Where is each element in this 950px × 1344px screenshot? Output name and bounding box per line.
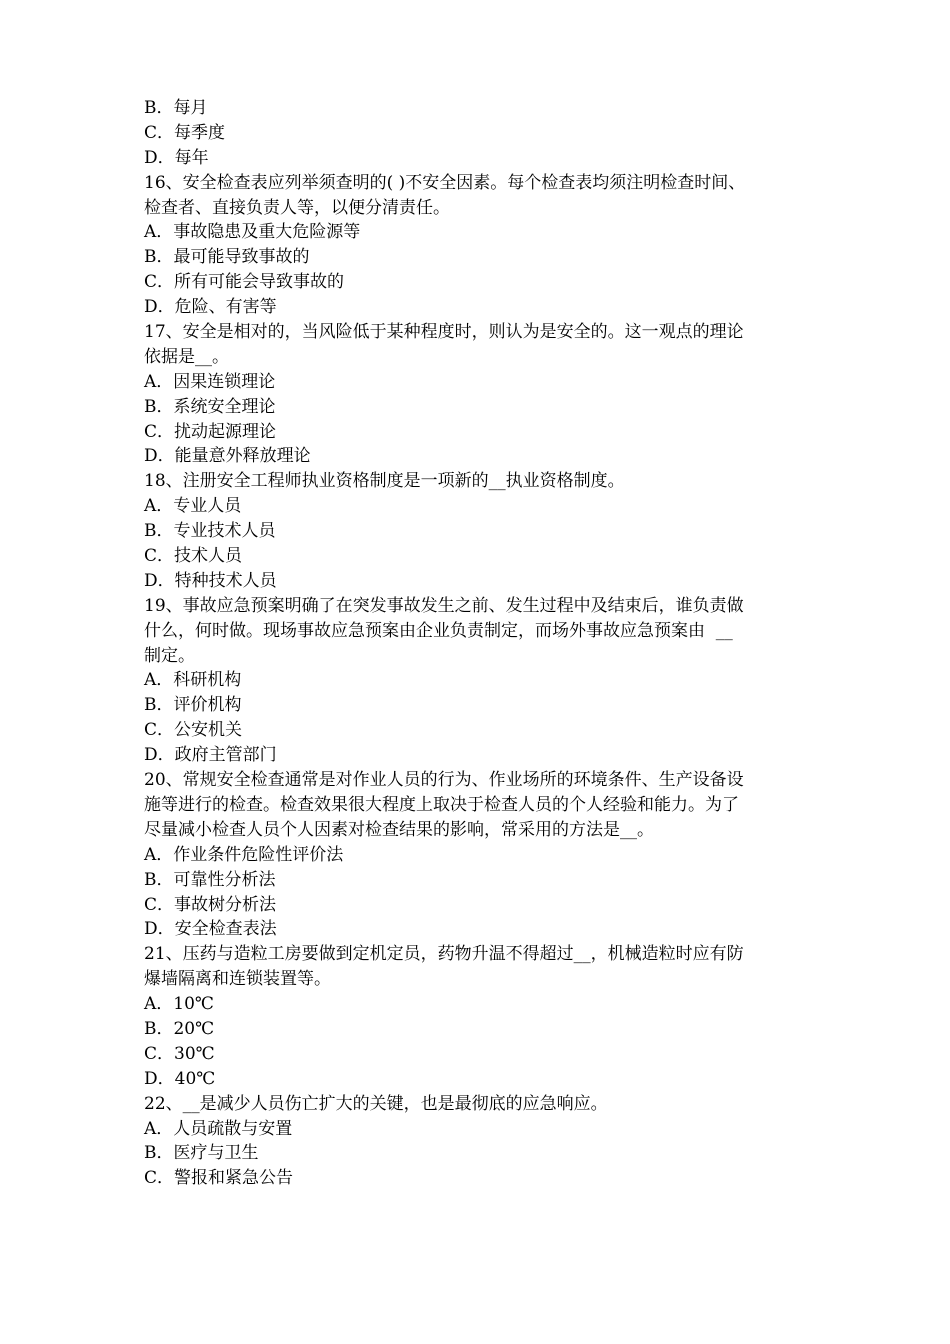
document-page [144, 96, 824, 1191]
option-line: C．30℃ [144, 1043, 215, 1064]
option-line: C．扰动起源理论 [144, 421, 277, 442]
text-line: 尽量减小检查人员个人因素对检查结果的影响，常采用的方法是__。 [144, 819, 654, 840]
option-line: A．科研机构 [144, 670, 242, 691]
option-line: D．政府主管部门 [144, 745, 277, 766]
option-line: B．系统安全理论 [144, 396, 276, 417]
option-line: D．40℃ [144, 1068, 216, 1089]
question-22: 22、__是减少人员伤亡扩大的关键，也是最彻底的应急响应。 [144, 1093, 608, 1114]
option-line: D．特种技术人员 [144, 570, 277, 591]
option-line: A．人员疏散与安置 [144, 1118, 293, 1139]
option-line: B．最可能导致事故的 [144, 247, 310, 268]
option-line: A．事故隐患及重大危险源等 [144, 222, 361, 243]
option-line: A．因果连锁理论 [144, 371, 276, 392]
option-line: D．危险、有害等 [144, 297, 277, 318]
option-line: A．10℃ [144, 994, 214, 1015]
text-line: D．每年 [144, 147, 209, 168]
option-line: C．技术人员 [144, 546, 243, 567]
option-line: D．安全检查表法 [144, 919, 277, 940]
text-line: 施等进行的检查。检查效果很大程度上取决于检查人员的个人经验和能力。为了 [144, 794, 739, 815]
question-17: 17、安全是相对的，当风险低于某种程度时，则认为是安全的。这一观点的理论 [144, 322, 744, 343]
option-line: B．20℃ [144, 1018, 215, 1039]
text-line: 制定。 [144, 645, 195, 666]
option-line: D．能量意外释放理论 [144, 446, 311, 467]
option-line: A．作业条件危险性评价法 [144, 844, 344, 865]
text-line: 爆墙隔离和连锁装置等。 [144, 969, 331, 990]
option-line: C．所有可能会导致事故的 [144, 272, 345, 293]
question-18: 18、注册安全工程师执业资格制度是一项新的__执业资格制度。 [144, 471, 625, 492]
option-line: B．可靠性分析法 [144, 869, 276, 890]
option-line: B．专业技术人员 [144, 521, 276, 542]
option-line: C．警报和紧急公告 [144, 1168, 294, 1189]
text-line: 依据是__。 [144, 346, 229, 367]
question-20: 20、常规安全检查通常是对作业人员的行为、作业场所的环境条件、生产设备设 [144, 770, 744, 791]
option-line: C．公安机关 [144, 720, 243, 741]
option-line: C．事故树分析法 [144, 894, 277, 915]
text-line: 什么，何时做。现场事故应急预案由企业负责制定，而场外事故应急预案由 __ [144, 620, 733, 641]
question-16: 16、安全检查表应列举须查明的( )不安全因素。每个检查表均须注明检查时间、 [144, 172, 746, 193]
option-line: A．专业人员 [144, 496, 242, 517]
question-19: 19、事故应急预案明确了在突发事故发生之前、发生过程中及结束后，谁负责做 [144, 595, 744, 616]
text-line: C．每季度 [144, 122, 226, 143]
option-line: B．评价机构 [144, 695, 242, 716]
option-line: B．医疗与卫生 [144, 1143, 259, 1164]
question-21: 21、压药与造粒工房要做到定机定员，药物升温不得超过__，机械造粒时应有防 [144, 944, 744, 965]
text-line: B．每月 [144, 98, 208, 118]
text-line: 检查者、直接负责人等，以便分清责任。 [144, 197, 450, 218]
